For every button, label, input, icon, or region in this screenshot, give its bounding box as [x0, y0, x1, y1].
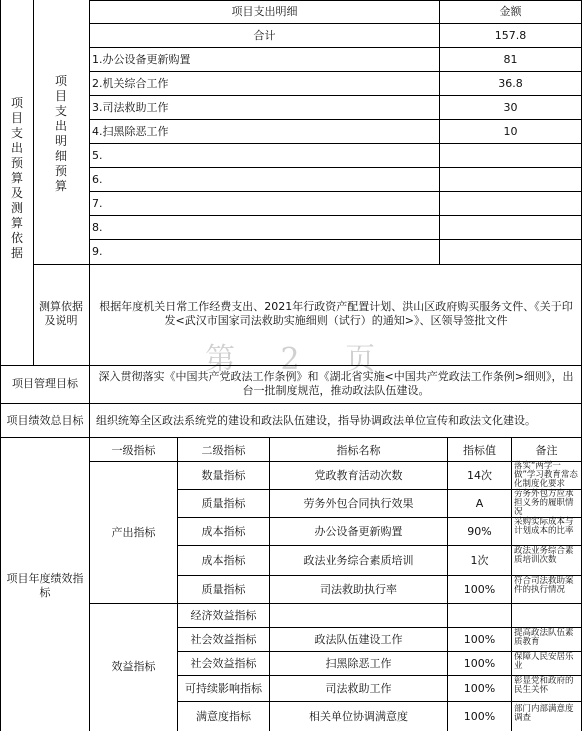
detail-row-name: 5. — [92, 149, 103, 162]
vertical-label-char: 算 — [10, 171, 23, 185]
annual-header: 备注 — [535, 444, 558, 457]
detail-row-name: 2.机关综合工作 — [92, 77, 169, 90]
annual-row-name: 劳务外包合同执行效果 — [303, 497, 414, 510]
divider — [89, 215, 582, 216]
divider — [89, 119, 582, 120]
annual-row-value: 14次 — [467, 469, 492, 482]
vertical-label-char: 算 — [54, 179, 67, 193]
divider — [0, 437, 582, 438]
vertical-label-char: 目 — [10, 111, 23, 125]
annual-row-note: 符合司法救助案件的执行情况 — [514, 576, 574, 595]
annual-row-note: 政法业务综合素质培训次数 — [514, 546, 574, 565]
divider — [89, 603, 582, 604]
annual-row-value: 100% — [463, 583, 496, 596]
annual-header: 一级指标 — [111, 444, 156, 457]
vertical-label-char: 预 — [54, 164, 67, 178]
annual-row-level2: 成本指标 — [201, 525, 246, 538]
annual-row-level2: 质量指标 — [201, 497, 246, 510]
divider — [89, 47, 582, 48]
divider — [0, 403, 582, 404]
left-section-label — [8, 96, 26, 261]
vertical-label-char: 项 — [54, 74, 67, 88]
sub-section-label — [52, 74, 70, 194]
vertical-label-char: 出 — [54, 119, 67, 133]
annual-row-value: 100% — [463, 633, 496, 646]
vertical-label-char: 支 — [54, 104, 67, 118]
annual-row-value: 1次 — [470, 554, 489, 567]
annual-row-value: 100% — [463, 682, 496, 695]
vertical-label-char: 目 — [54, 89, 67, 103]
vertical-label-char: 算 — [10, 216, 23, 230]
annual-row-note: 落实“两学一做”学习教育常态化制度化要求 — [514, 461, 578, 489]
divider — [511, 437, 512, 731]
annual-row-level2: 质量指标 — [201, 583, 246, 596]
annual-group-label: 产出指标 — [111, 526, 156, 539]
overall-goal-text: 组织统筹全区政法系统党的建设和政法队伍建设，指导协调政法单位宣传和政法文化建设。 — [96, 414, 536, 427]
annual-row-value: 90% — [467, 525, 492, 538]
vertical-label-char: 明 — [54, 134, 67, 148]
basis-text: 根据年度机关日常工作经费支出、2021年行政资产配置计划、洪山区政府购买服务文件、《关于印发<武汉市国家司法救助实施细则（试行）的通知>》、区领导签批文件 — [99, 300, 573, 327]
annual-group-label: 效益指标 — [111, 660, 156, 673]
annual-row-note: 保障人民安居乐业 — [514, 652, 574, 671]
annual-row-name: 政法业务综合素质培训 — [303, 554, 414, 567]
annual-row-value: 100% — [463, 710, 496, 723]
annual-row-note: 提高政法队伍素质教育 — [514, 628, 574, 647]
detail-row-name: 8. — [92, 221, 103, 234]
overall-goal-label: 项目绩效总目标 — [6, 414, 84, 427]
detail-row-amount: 30 — [503, 101, 518, 114]
detail-row-name: 7. — [92, 197, 103, 210]
divider — [89, 71, 582, 72]
divider — [177, 701, 582, 702]
annual-row-note: 劳务外包方应承担义务的履职情况 — [514, 489, 574, 517]
divider — [33, 0, 34, 365]
annual-header: 指标名称 — [336, 444, 381, 457]
basis-label: 测算依据及说明 — [39, 300, 83, 327]
divider — [89, 437, 90, 731]
detail-row-amount: 157.8 — [494, 29, 527, 42]
annual-row-name: 党政教育活动次数 — [314, 469, 403, 482]
detail-row-name: 4.扫黑除恶工作 — [92, 125, 169, 138]
annual-row-value: 100% — [463, 657, 496, 670]
annual-row-name: 相关单位协调满意度 — [309, 710, 408, 723]
annual-row-note: 采购实际成本与计划成本的比率 — [514, 517, 574, 536]
vertical-label-char: 项 — [10, 96, 23, 110]
detail-header-amount: 金额 — [499, 5, 522, 18]
divider — [89, 191, 582, 192]
divider — [89, 0, 90, 437]
vertical-label-char: 依 — [10, 231, 23, 245]
divider — [89, 167, 582, 168]
vertical-label-char: 测 — [10, 201, 23, 215]
annual-row-level2: 满意度指标 — [196, 710, 251, 723]
annual-row-name: 扫黑除恶工作 — [325, 657, 392, 670]
divider — [89, 23, 582, 24]
detail-row-amount: 36.8 — [498, 77, 523, 90]
vertical-label-char: 预 — [10, 156, 23, 170]
annual-row-note: 部门内部满意度调查 — [514, 704, 574, 723]
detail-row-name: 1.办公设备更新购置 — [92, 53, 191, 66]
annual-row-level2: 社会效益指标 — [190, 657, 257, 670]
detail-row-amount: 81 — [503, 53, 518, 66]
annual-header: 二级指标 — [201, 444, 246, 457]
detail-row-name: 9. — [92, 245, 103, 258]
detail-row-name: 合计 — [253, 29, 276, 42]
annual-row-name: 政法队伍建设工作 — [314, 633, 403, 646]
divider — [89, 0, 582, 1]
divider — [89, 95, 582, 96]
detail-row-name: 6. — [92, 173, 103, 186]
annual-row-level2: 经济效益指标 — [190, 609, 257, 622]
management-goal-label: 项目管理目标 — [12, 377, 78, 390]
vertical-label-char: 及 — [10, 186, 23, 200]
annual-row-name: 司法救助执行率 — [320, 583, 397, 596]
annual-row-level2: 可持续影响指标 — [185, 682, 262, 695]
divider — [89, 143, 582, 144]
annual-goal-label: 项目年度绩效指标 — [6, 572, 84, 599]
annual-row-name: 司法救助工作 — [325, 682, 392, 695]
detail-header-item: 项目支出明细 — [231, 5, 298, 18]
annual-row-name: 办公设备更新购置 — [314, 525, 403, 538]
annual-row-level2: 成本指标 — [201, 554, 246, 567]
divider — [33, 264, 582, 265]
annual-row-value: A — [475, 497, 484, 510]
vertical-label-char: 支 — [10, 126, 23, 140]
annual-row-level2: 数量指标 — [201, 469, 246, 482]
vertical-label-char: 出 — [10, 141, 23, 155]
vertical-label-char: 细 — [54, 149, 67, 163]
vertical-label-char: 据 — [10, 246, 23, 260]
annual-header: 指标值 — [463, 444, 496, 457]
divider — [89, 461, 582, 462]
management-goal-text: 深入贯彻落实《中国共产党政法工作条例》和《湖北省实施<中国共产党政法工作条例>细则》，出台一批制度规范，推动政法队伍建设。 — [98, 370, 574, 397]
detail-row-name: 3.司法救助工作 — [92, 101, 169, 114]
annual-row-level2: 社会效益指标 — [190, 633, 257, 646]
page-watermark: 第 2 页 — [205, 342, 394, 377]
annual-row-note: 彰显党和政府的民生关怀 — [514, 676, 574, 695]
detail-row-amount: 10 — [503, 125, 518, 138]
divider — [89, 239, 582, 240]
